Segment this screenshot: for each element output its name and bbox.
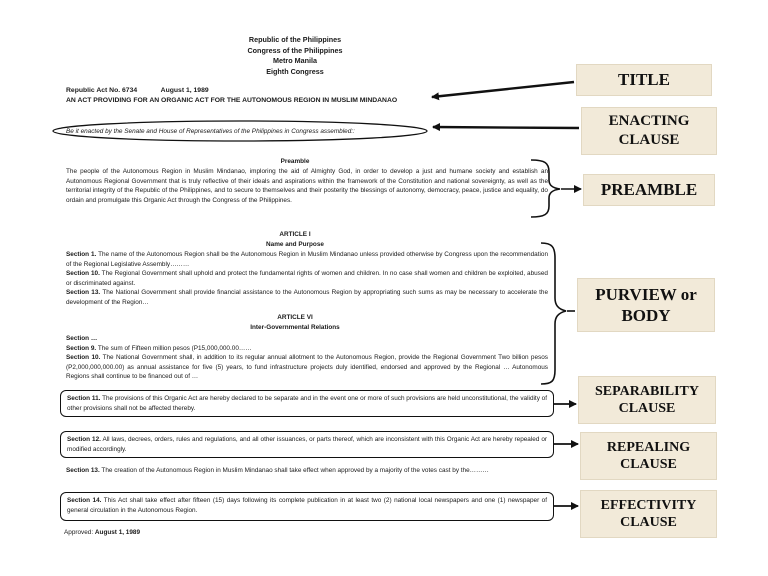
act-title — [66, 86, 486, 106]
section-9: Section 9. The sum of Fifteen million pesos (P15,000,000.00…… — [66, 344, 252, 352]
article-6-subheading: Inter-Governmental Relations — [250, 324, 340, 331]
approved-date: August 1, 1989 — [94, 529, 141, 536]
header-line-4: Eighth Congress — [266, 66, 324, 76]
label-repealing-clause: REPEALING CLAUSE — [580, 432, 717, 480]
header-line-2: Congress of the Philippines — [247, 45, 343, 55]
preamble-text: The people of the Autonomous Region in Muslim Mindanao, imploring the aid of Almighty God, in order to develop a just and humane society and establish an Autonomous Regional Government that is truly reflective of their ideals and aspirations within the framework of the Constitution and national sovereignty, as well as the territorial integrity of the Republic of the Philippines, and to secure to themselves and their posterity the blessings of autonomy, democracy, peace, justice and equality, do ordain and promulgate this Organic Act through the Congress of the Philippines. — [66, 168, 548, 204]
separability-box: Section 11. The provisions of this Organic Act are hereby declared to be separate and in the event one or more of such provisions are held unconstitutional, the validity of other provisions shall not be affected thereby. — [60, 390, 554, 417]
act-title-text: AN ACT PROVIDING FOR AN ORGANIC ACT FOR THE AUTONOMOUS REGION IN MUSLIM MINDANAO — [66, 97, 398, 104]
article-1-heading: ARTICLE I — [279, 231, 311, 238]
arrow-enacting — [433, 127, 579, 128]
section-1: Section 1. The name of the Autonomous Region shall be the Autonomous Region in Muslim Mindanao unless provided otherwise by Congress upon the recommendation of the Regional Legislative Assembly……… — [66, 251, 549, 268]
repealing-box: Section 12. All laws, decrees, orders, rules and regulations, and all other issuances, or parts thereof, which are inconsistent with this Organic Act are hereby repealed or modified accordingly. — [60, 431, 554, 458]
section-blank: Section … — [66, 335, 98, 342]
document-header — [0, 35, 590, 77]
act-date: August 1, 1989 — [160, 87, 209, 94]
article-6-body — [66, 334, 548, 382]
article-1-body — [66, 250, 548, 308]
section-13-final: Section 13. The creation of the Autonomous Region in Muslim Mindanao shall take effect when approved by a majority of the votes cast by the……… — [66, 467, 489, 474]
article-1-subheading: Name and Purpose — [266, 241, 324, 248]
effectivity-box: Section 14. This Act shall take effect after fifteen (15) days following its complete publication in at least two (2) national local newspapers and one (1) newspaper of general circulation in the Autonomous Region. — [60, 492, 554, 521]
section-10-art6: Section 10. The National Government shall, in addition to its regular annual allotment to the Autonomous Region, provide the Regional Government Two billion pesos (P2,000,000,000.00) as annual assistance for five (5) years, to fund infrastructure projects duly identified, endorsed and approved by the Regional … Autonomous Regions shall continue to be financed out of … — [66, 354, 548, 381]
preamble-heading: Preamble — [280, 158, 310, 165]
approved-label: Approved: — [64, 529, 95, 536]
label-purview-body: PURVIEW or BODY — [577, 278, 715, 332]
section-13-art1: Section 13. The National Government shall provide financial assistance to the Autonomous Region by appropriating such sums as may be necessary to accelerate the development of the Region… — [66, 289, 548, 306]
article-6-heading: ARTICLE VI — [277, 314, 313, 321]
act-number-line — [66, 86, 486, 96]
header-line-1: Republic of the Philippines — [248, 35, 342, 44]
approved-line — [64, 528, 140, 538]
section-10-art1: Section 10. The Regional Government shall uphold and protect the fundamental rights of women and children. In no case shall women and children be exploited, abused or discriminated against. — [66, 270, 548, 287]
enacting-clause-text: Be it enacted by the Senate and House of Representatives of the Philippines in Congress assembled:: — [66, 128, 355, 135]
label-separability-clause: SEPARABILITY CLAUSE — [578, 376, 716, 424]
label-enacting-clause: ENACTING CLAUSE — [581, 107, 717, 155]
header-line-3: Metro Manila — [273, 56, 317, 65]
label-effectivity-clause: EFFECTIVITY CLAUSE — [580, 490, 717, 538]
label-preamble: PREAMBLE — [583, 174, 715, 206]
act-number: Republic Act No. 6734 — [66, 87, 138, 94]
label-title: TITLE — [576, 64, 712, 96]
